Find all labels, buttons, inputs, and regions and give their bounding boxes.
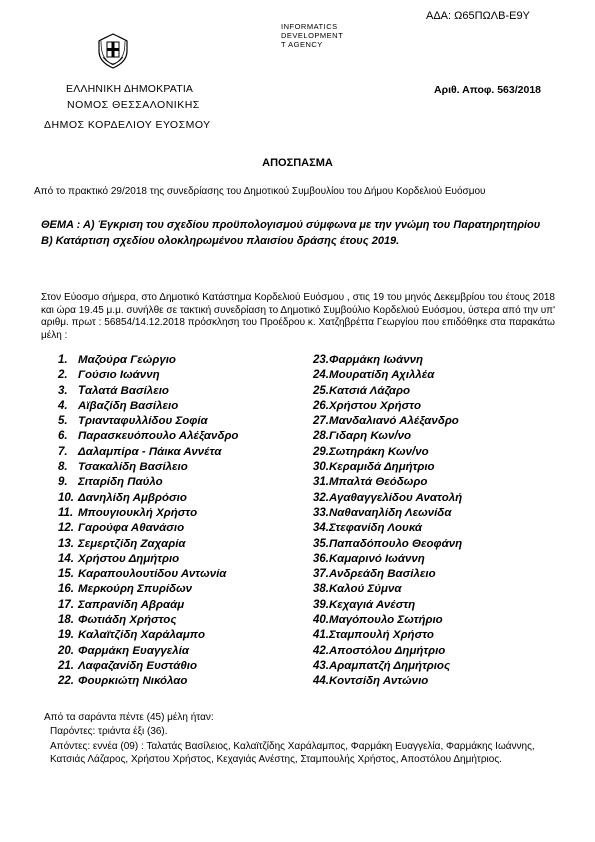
- member-number: 9.: [58, 476, 68, 489]
- member-name: Κεραμιδά Δημήτριο: [329, 461, 435, 474]
- member-name: Μανδαλιανό Αλέξανδρο: [329, 415, 459, 428]
- member-number: 10.: [58, 491, 74, 504]
- list-item: [58, 659, 238, 674]
- member-number: 35.: [313, 537, 329, 550]
- subject-line-b: Β) Κατάρτιση σχεδίου ολοκληρωμένου πλαισίου δράσης έτους 2019.: [41, 235, 400, 247]
- document-title: ΑΠΟΣΠΑΣΜΑ: [262, 157, 333, 169]
- list-item: [58, 613, 238, 628]
- list-item: [58, 368, 238, 383]
- greek-emblem-icon: [97, 33, 129, 69]
- list-item: [313, 384, 462, 399]
- member-name: Φουρκιώτη Νικόλαο: [78, 675, 188, 688]
- intro-line: Από το πρακτικό 29/2018 της συνεδρίασης του Δημοτικού Συμβουλίου του Δήμου Κορδελιού Ευόσμου: [34, 186, 486, 197]
- member-name: Γαρούφα Αθανάσιο: [78, 522, 185, 535]
- list-item: [313, 491, 462, 506]
- list-item: [313, 368, 462, 383]
- subject-block: [41, 217, 561, 249]
- member-number: 21.: [58, 659, 74, 672]
- member-name: Καραπουλουτίδου Αντωνία: [78, 568, 227, 581]
- member-name: Στεφανίδη Λουκά: [329, 522, 423, 535]
- list-item: [313, 567, 462, 582]
- member-number: 18.: [58, 614, 74, 627]
- member-number: 31.: [313, 476, 329, 489]
- list-item: [313, 613, 462, 628]
- list-item: [313, 414, 462, 429]
- member-name: Ανδρεάδη Βασίλειο: [329, 568, 436, 581]
- list-item: [313, 552, 462, 567]
- member-number: 6.: [58, 430, 68, 443]
- member-name: Καλού Σύμνα: [329, 583, 402, 596]
- member-name: Μερκούρη Σπυρίδων: [78, 583, 193, 596]
- member-number: 33.: [313, 506, 329, 519]
- member-name: Μαζούρα Γεώργιο: [78, 354, 176, 366]
- list-item: [58, 506, 238, 521]
- member-number: 15.: [58, 568, 74, 581]
- decision-number: Αριθ. Αποφ. 563/2018: [434, 84, 541, 96]
- member-number: 20.: [58, 644, 74, 657]
- member-number: 30.: [313, 461, 329, 474]
- member-number: 44.: [313, 675, 329, 688]
- member-name: Σεμερτζίδη Ζαχαρία: [78, 537, 186, 550]
- member-number: 23.: [313, 354, 329, 366]
- member-name: Σταμπουλή Χρήστο: [329, 629, 434, 642]
- member-number: 2.: [58, 369, 68, 382]
- member-number: 32.: [313, 491, 329, 504]
- member-name: Μπουγιουκλή Χρήστο: [78, 506, 198, 519]
- member-name: Φωτιάδη Χρήστος: [78, 614, 177, 627]
- member-name: Τριανταφυλλίδου Σοφία: [78, 415, 208, 428]
- member-number: 24.: [313, 369, 329, 382]
- member-number: 36.: [313, 552, 329, 565]
- members-list-right: [313, 353, 462, 690]
- member-number: 14.: [58, 552, 74, 565]
- list-item: [58, 399, 238, 414]
- member-number: 1.: [58, 354, 68, 366]
- authority-line-1: ΕΛΛΗΝΙΚΗ ΔΗΜΟΚΡΑΤΙΑ: [66, 83, 194, 95]
- agency-logo-text: [281, 22, 343, 49]
- list-item: [58, 537, 238, 552]
- member-number: 3.: [58, 384, 68, 397]
- member-number: 42.: [313, 644, 329, 657]
- list-item: [58, 552, 238, 567]
- member-name: Μουρατίδη Αχιλλέα: [329, 369, 435, 382]
- member-name: Παρασκευόπουλο Αλέξανδρο: [78, 430, 239, 443]
- member-name: Tαλατά Βασίλειο: [78, 384, 169, 397]
- member-number: 40.: [313, 614, 329, 627]
- list-item: [58, 429, 238, 444]
- list-item: [58, 598, 238, 613]
- list-item: [58, 567, 238, 582]
- member-name: Ναθαναηλίδη Λεωνίδα: [329, 506, 452, 519]
- member-name: Αραμπατζή Δημήτριος: [329, 659, 451, 672]
- authority-line-3: ΔΗΜΟΣ ΚΟΡΔΕΛΙΟΥ ΕΥΟΣΜΟΥ: [44, 119, 211, 131]
- member-name: Χρήστου Χρήστο: [329, 399, 422, 412]
- member-number: 19.: [58, 629, 74, 642]
- member-name: Κεχαγιά Ανέστη: [329, 598, 416, 611]
- list-item: [58, 414, 238, 429]
- list-item: [58, 445, 238, 460]
- list-item: [313, 582, 462, 597]
- member-number: 43.: [313, 659, 329, 672]
- session-paragraph: Στον Εύοσμο σήμερα, στο Δημοτικό Κατάστημα Κορδελιού Ευόσμου , στις 19 του μηνός Δεκεμβρίου του έτους 2018 και ώρα 19.45 μ.μ. συνήλθε σε τακτική συνεδρίαση το Δημοτικό Συμβούλιο Κορδελιού Ευόσμου, ύστερα από την υπ' αριθμ. πρωτ : 56854/14.12.2018 πρόσκληση του Προέδρου κ. Χατζηβρέττα Γεωργίου που επιδόθηκε στα παρακάτω μέλη :: [41, 292, 555, 341]
- member-number: 25.: [313, 384, 329, 397]
- member-number: 39.: [313, 598, 329, 611]
- member-number: 8.: [58, 461, 68, 474]
- list-item: [313, 659, 462, 674]
- subject-line-a: ΘΕΜΑ : Α) Έγκριση του σχεδίου προϋπολογισμού σύμφωνα με την γνώμη του Παρατηρητηρίου: [41, 219, 541, 231]
- member-name: Γιδαρη Κων/νο: [329, 430, 412, 443]
- list-item: [313, 537, 462, 552]
- list-item: [313, 475, 462, 490]
- member-name: Δαλαμπίρα - Πάικα Αννέτα: [78, 445, 222, 458]
- list-item: [58, 491, 238, 506]
- member-number: 4.: [58, 399, 68, 412]
- member-name: Παπαδόπουλο Θεοφάνη: [329, 537, 463, 550]
- list-item: [313, 644, 462, 659]
- present-line: Παρόντες: τριάντα έξι (36).: [50, 726, 168, 737]
- member-number: 11.: [58, 506, 74, 519]
- list-item: [313, 429, 462, 444]
- member-number: 16.: [58, 583, 74, 596]
- member-number: 26.: [313, 399, 329, 412]
- agency-line-2: DEVELOPMENT: [281, 31, 344, 40]
- member-name: Σιταρίδη Παύλο: [78, 476, 163, 489]
- member-name: Λαφαζανίδη Ευστάθιο: [78, 659, 197, 672]
- member-number: 27.: [313, 415, 329, 428]
- member-name: Γούσιο Ιωάννη: [78, 369, 160, 382]
- member-name: Σαπρανίδη Αβραάμ: [78, 598, 185, 611]
- member-name: Τσακαλίδη Βασίλειο: [78, 461, 188, 474]
- member-name: Δανηλίδη Αμβρόσιο: [78, 491, 187, 504]
- authority-line-2: ΝΟΜΟΣ ΘΕΣΣΑΛΟΝΙΚΗΣ: [67, 99, 200, 111]
- member-name: Καλαϊτζίδη Χαράλαμπο: [78, 629, 205, 642]
- ada-code: ΑΔΑ: Ω65ΠΩΛΒ-Ε9Υ: [426, 10, 530, 22]
- list-item: [58, 384, 238, 399]
- list-item: [58, 475, 238, 490]
- list-item: [313, 399, 462, 414]
- member-name: Κατσιά Λάζαρο: [329, 384, 410, 397]
- list-item: [313, 460, 462, 475]
- absent-line: Απόντες: εννέα (09) : Ταλατάς Βασίλειος, Καλαϊτζίδης Χαράλαμπος, Φαρμάκη Ευαγγελία, Φαρμάκης Ιωάννης, Κατσιάς Λάζαρος, Χρήστου Χρήστος, Κεχαγιάς Ανέστης, Σταμπουλής Χρήστος, Αποστόλου Δημήτριος.: [50, 741, 535, 765]
- list-item: [58, 582, 238, 597]
- members-list-left: [58, 353, 238, 690]
- agency-line-3: T AGENCY: [281, 40, 323, 49]
- agency-line-1: INFORMATICS: [281, 22, 338, 31]
- member-number: 29.: [313, 445, 329, 458]
- member-number: 37.: [313, 568, 329, 581]
- members-total-line: Από τα σαράντα πέντε (45) μέλη ήταν:: [44, 712, 214, 723]
- member-name: Καμαρινό Ιωάννη: [329, 552, 425, 565]
- member-name: Μπαλτά Θεόδωρο: [329, 476, 428, 489]
- list-item: [313, 506, 462, 521]
- member-name: Σωτηράκη Κων/νο: [329, 445, 429, 458]
- list-item: [58, 460, 238, 475]
- member-name: Αϊβαζίδη Βασίλειο: [78, 399, 179, 412]
- member-number: 17.: [58, 598, 74, 611]
- list-item: [58, 674, 238, 689]
- list-item: [58, 644, 238, 659]
- member-name: Φαρμάκη Ιωάννη: [329, 354, 424, 366]
- list-item: [313, 445, 462, 460]
- member-number: 28.: [313, 430, 329, 443]
- member-number: 38.: [313, 583, 329, 596]
- member-name: Μαγόπουλο Σωτήριο: [329, 614, 443, 627]
- member-name: Χρήστου Δημήτριο: [78, 552, 180, 565]
- member-number: 12.: [58, 522, 74, 535]
- member-number: 41.: [313, 629, 329, 642]
- member-number: 34.: [313, 522, 329, 535]
- member-number: 7.: [58, 445, 68, 458]
- list-item: [58, 521, 238, 536]
- member-name: Αποστόλου Δημήτριο: [329, 644, 446, 657]
- member-name: Κοντσίδη Αντώνιο: [329, 675, 429, 688]
- list-item: [313, 598, 462, 613]
- list-item: [313, 674, 462, 689]
- list-item: [313, 521, 462, 536]
- list-item: [313, 628, 462, 643]
- member-number: 13.: [58, 537, 74, 550]
- member-number: 5.: [58, 415, 68, 428]
- member-name: Αγαθαγγελίδου Ανατολή: [329, 491, 463, 504]
- list-item: [313, 353, 462, 368]
- list-item: [58, 353, 238, 368]
- member-number: 22.: [58, 675, 74, 688]
- member-name: Φαρμάκη Ευαγγελία: [78, 644, 189, 657]
- list-item: [58, 628, 238, 643]
